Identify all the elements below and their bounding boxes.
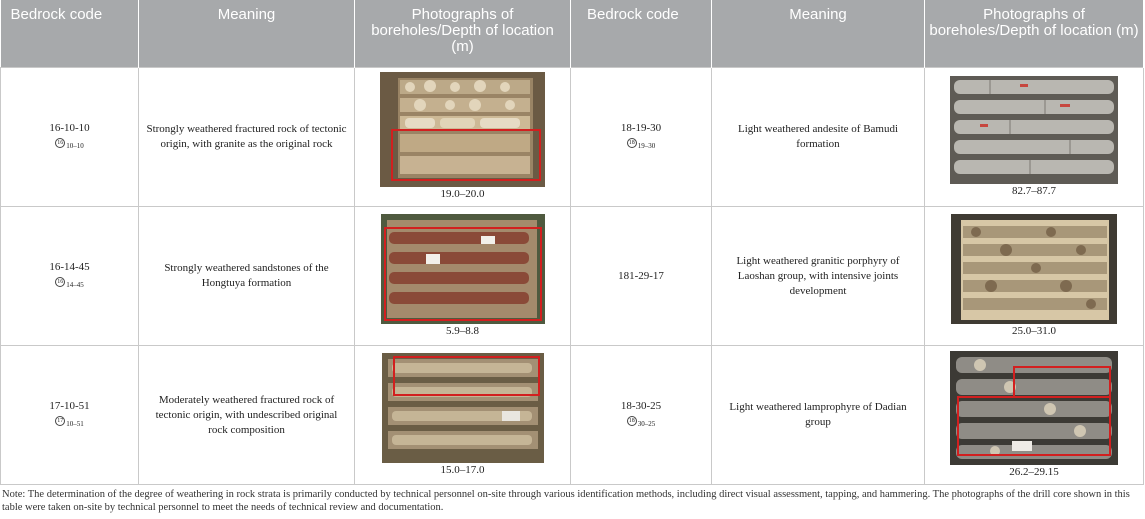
depth-label: 5.9–8.8 bbox=[446, 324, 479, 337]
photo-cell bbox=[355, 346, 571, 485]
bedrock-symbol bbox=[577, 136, 705, 154]
header-photographs: Photographs of boreholes/Depth of location (m) bbox=[355, 0, 571, 68]
meaning-cell: Light weathered andesite of Bamudi formation bbox=[712, 68, 925, 207]
circled-number: 17 bbox=[57, 418, 64, 425]
circled-number: 16 bbox=[57, 279, 64, 286]
depth-label: 25.0–31.0 bbox=[1012, 324, 1056, 337]
depth-label: 26.2–29.15 bbox=[1009, 465, 1059, 478]
bedrock-code: 18-19-30 bbox=[620, 121, 662, 134]
bedrock-symbol bbox=[7, 136, 132, 154]
bedrock-code-cell bbox=[1, 68, 139, 207]
header-meaning-2: Meaning bbox=[712, 0, 925, 68]
bedrock-code-cell bbox=[571, 346, 712, 485]
circled-number: 18 bbox=[628, 418, 635, 425]
table-note: Note: The determination of the degree of weathering in rock strata is primarily conducted by technical personnel on-site through various identification methods, including direct visual assessment, tapping, and hammering. The photographs of the drill core shown in this table were taken on-site by technical personnel to meet the needs of technical review and documentation. bbox=[2, 489, 1130, 513]
header-bedrock-code: Bedrock code bbox=[1, 0, 139, 68]
drill-core-photo bbox=[950, 351, 1118, 465]
bedrock-symbol bbox=[577, 414, 705, 432]
table-row bbox=[1, 68, 1144, 207]
symbol-subscript: 10–10 bbox=[66, 141, 84, 150]
header-photographs-2: Photographs of boreholes/Depth of location (m) bbox=[925, 0, 1144, 68]
photo-cell bbox=[925, 68, 1144, 207]
photo-cell bbox=[355, 207, 571, 346]
bedrock-code: 16-14-45 bbox=[49, 260, 90, 273]
table-row bbox=[1, 207, 1144, 346]
bedrock-code: 181-29-17 bbox=[618, 269, 664, 282]
bedrock-code-cell bbox=[1, 346, 139, 485]
drill-core-photo bbox=[950, 76, 1118, 184]
bedrock-code-cell bbox=[571, 68, 712, 207]
bedrock-code-cell bbox=[571, 207, 712, 346]
meaning-cell: Strongly weathered sandstones of the Hongtuya formation bbox=[139, 207, 355, 346]
symbol-subscript: 19–30 bbox=[637, 141, 656, 150]
drill-core-photo bbox=[382, 353, 544, 463]
photo-cell bbox=[355, 68, 571, 207]
depth-label: 82.7–87.7 bbox=[1012, 184, 1056, 197]
bedrock-symbol bbox=[7, 275, 132, 293]
circled-number: 18 bbox=[628, 140, 635, 147]
circled-number: 16 bbox=[57, 140, 64, 147]
header-bedrock-code-2: Bedrock code bbox=[571, 0, 712, 68]
bedrock-code: 17-10-51 bbox=[49, 399, 90, 412]
symbol-subscript: 30–25 bbox=[637, 419, 656, 428]
depth-label: 19.0–20.0 bbox=[440, 188, 485, 200]
meaning-cell: Light weathered granitic porphyry of Laoshan group, with intensive joints development bbox=[712, 207, 925, 346]
table-header-row bbox=[1, 0, 1144, 68]
drill-core-photo bbox=[951, 214, 1117, 324]
bedrock-code: 16-10-10 bbox=[49, 121, 90, 134]
drill-core-photo bbox=[381, 214, 545, 324]
meaning-cell: Moderately weathered fractured rock of tectonic origin, with undescribed original rock composition bbox=[139, 346, 355, 485]
bedrock-code-cell bbox=[1, 207, 139, 346]
meaning-cell: Strongly weathered fractured rock of tectonic origin, with granite as the original rock bbox=[139, 68, 355, 207]
symbol-subscript: 14–45 bbox=[66, 280, 84, 289]
depth-label: 15.0–17.0 bbox=[440, 463, 485, 476]
table-row bbox=[1, 346, 1144, 485]
meaning-cell: Light weathered lamprophyre of Dadian group bbox=[712, 346, 925, 485]
photo-cell bbox=[925, 346, 1144, 485]
drill-core-photo bbox=[380, 72, 545, 187]
bedrock-code: 18-30-25 bbox=[620, 399, 662, 412]
symbol-subscript: 10–51 bbox=[66, 419, 84, 428]
photo-cell bbox=[925, 207, 1144, 346]
header-meaning: Meaning bbox=[139, 0, 355, 68]
bedrock-symbol bbox=[7, 414, 132, 432]
